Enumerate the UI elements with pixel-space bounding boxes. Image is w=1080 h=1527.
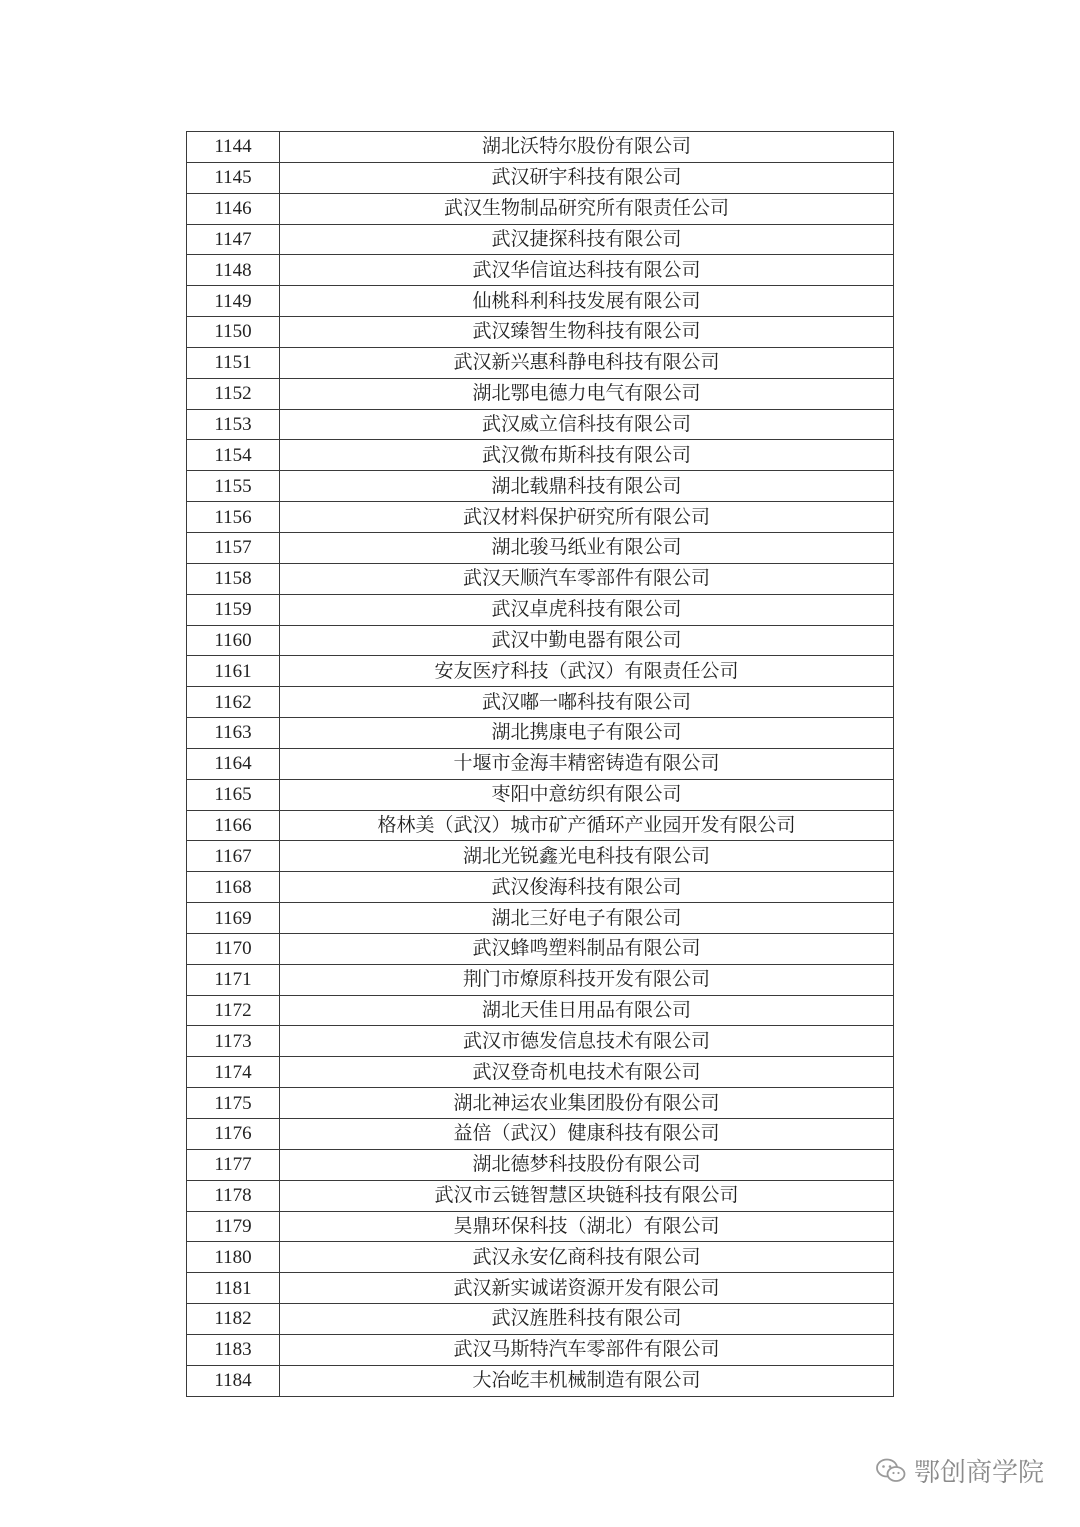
row-number: 1166 [187, 810, 280, 841]
company-name: 湖北鄂电德力电气有限公司 [280, 378, 894, 409]
company-name: 湖北骏马纸业有限公司 [280, 532, 894, 563]
company-name: 武汉研宇科技有限公司 [280, 162, 894, 193]
company-name: 武汉新兴惠科静电科技有限公司 [280, 347, 894, 378]
row-number: 1144 [187, 132, 280, 163]
company-name: 武汉威立信科技有限公司 [280, 409, 894, 440]
company-name: 枣阳中意纺织有限公司 [280, 779, 894, 810]
table-row [187, 378, 894, 409]
table-row [187, 1242, 894, 1273]
row-number: 1169 [187, 903, 280, 934]
row-number: 1150 [187, 317, 280, 348]
table-row [187, 1088, 894, 1119]
company-name: 武汉俊海科技有限公司 [280, 872, 894, 903]
table-row [187, 625, 894, 656]
row-number: 1157 [187, 532, 280, 563]
table-row [187, 471, 894, 502]
table-row [187, 872, 894, 903]
row-number: 1153 [187, 409, 280, 440]
table-row [187, 1304, 894, 1335]
company-name: 十堰市金海丰精密铸造有限公司 [280, 748, 894, 779]
row-number: 1172 [187, 995, 280, 1026]
company-name: 武汉蜂鸣塑料制品有限公司 [280, 933, 894, 964]
row-number: 1174 [187, 1057, 280, 1088]
company-name: 武汉市德发信息技术有限公司 [280, 1026, 894, 1057]
watermark-text: 鄂创商学院 [913, 1458, 1044, 1488]
row-number: 1163 [187, 718, 280, 749]
row-number: 1168 [187, 872, 280, 903]
company-name: 武汉华信谊达科技有限公司 [280, 255, 894, 286]
table-row [187, 317, 894, 348]
table-row [187, 903, 894, 934]
table-row [187, 1149, 894, 1180]
row-number: 1173 [187, 1026, 280, 1057]
company-name: 格林美（武汉）城市矿产循环产业园开发有限公司 [280, 810, 894, 841]
company-name: 仙桃科利科技发展有限公司 [280, 286, 894, 317]
row-number: 1151 [187, 347, 280, 378]
row-number: 1161 [187, 656, 280, 687]
row-number: 1184 [187, 1365, 280, 1396]
table-row [187, 1334, 894, 1365]
table-row [187, 1365, 894, 1396]
row-number: 1183 [187, 1334, 280, 1365]
company-name: 湖北天佳日用品有限公司 [280, 995, 894, 1026]
row-number: 1159 [187, 594, 280, 625]
row-number: 1162 [187, 687, 280, 718]
company-name: 湖北光锐鑫光电科技有限公司 [280, 841, 894, 872]
company-name: 大冶屹丰机械制造有限公司 [280, 1365, 894, 1396]
company-name: 武汉永安亿商科技有限公司 [280, 1242, 894, 1273]
row-number: 1175 [187, 1088, 280, 1119]
company-name: 武汉马斯特汽车零部件有限公司 [280, 1334, 894, 1365]
company-name: 益倍（武汉）健康科技有限公司 [280, 1119, 894, 1150]
company-name: 武汉臻智生物科技有限公司 [280, 317, 894, 348]
table-row [187, 1119, 894, 1150]
table-row [187, 594, 894, 625]
company-name: 武汉微布斯科技有限公司 [280, 440, 894, 471]
row-number: 1170 [187, 933, 280, 964]
row-number: 1158 [187, 563, 280, 594]
company-name: 武汉旌胜科技有限公司 [280, 1304, 894, 1335]
wechat-icon [876, 1458, 906, 1484]
row-number: 1160 [187, 625, 280, 656]
row-number: 1148 [187, 255, 280, 286]
company-table [186, 131, 894, 1397]
company-name: 荆门市燎原科技开发有限公司 [280, 964, 894, 995]
row-number: 1146 [187, 193, 280, 224]
company-name: 武汉材料保护研究所有限公司 [280, 502, 894, 533]
row-number: 1154 [187, 440, 280, 471]
company-name: 湖北神运农业集团股份有限公司 [280, 1088, 894, 1119]
table-row [187, 440, 894, 471]
row-number: 1147 [187, 224, 280, 255]
table-row [187, 193, 894, 224]
table-row [187, 1180, 894, 1211]
row-number: 1180 [187, 1242, 280, 1273]
row-number: 1182 [187, 1304, 280, 1335]
company-name: 湖北德梦科技股份有限公司 [280, 1149, 894, 1180]
row-number: 1181 [187, 1273, 280, 1304]
table-row [187, 563, 894, 594]
table-row [187, 502, 894, 533]
table-row [187, 995, 894, 1026]
table-row [187, 409, 894, 440]
company-name: 湖北携康电子有限公司 [280, 718, 894, 749]
company-name: 武汉生物制品研究所有限责任公司 [280, 193, 894, 224]
table-row [187, 1273, 894, 1304]
row-number: 1145 [187, 162, 280, 193]
company-name: 武汉新实诚诺资源开发有限公司 [280, 1273, 894, 1304]
row-number: 1155 [187, 471, 280, 502]
table-row [187, 347, 894, 378]
table-row [187, 162, 894, 193]
row-number: 1149 [187, 286, 280, 317]
table-row [187, 286, 894, 317]
row-number: 1177 [187, 1149, 280, 1180]
company-name: 武汉嘟一嘟科技有限公司 [280, 687, 894, 718]
company-name: 武汉登奇机电技术有限公司 [280, 1057, 894, 1088]
company-name: 武汉市云链智慧区块链科技有限公司 [280, 1180, 894, 1211]
table-row [187, 748, 894, 779]
watermark [876, 1452, 1044, 1489]
table-row [187, 1026, 894, 1057]
row-number: 1171 [187, 964, 280, 995]
company-name: 武汉天顺汽车零部件有限公司 [280, 563, 894, 594]
table-row [187, 255, 894, 286]
row-number: 1176 [187, 1119, 280, 1150]
company-name: 湖北三好电子有限公司 [280, 903, 894, 934]
company-name: 武汉卓虎科技有限公司 [280, 594, 894, 625]
table-row [187, 532, 894, 563]
table-row [187, 718, 894, 749]
row-number: 1164 [187, 748, 280, 779]
company-name: 昊鼎环保科技（湖北）有限公司 [280, 1211, 894, 1242]
row-number: 1179 [187, 1211, 280, 1242]
company-name: 武汉中勤电器有限公司 [280, 625, 894, 656]
row-number: 1152 [187, 378, 280, 409]
table-row [187, 656, 894, 687]
company-name: 安友医疗科技（武汉）有限责任公司 [280, 656, 894, 687]
table-row [187, 964, 894, 995]
table-row [187, 132, 894, 163]
table-row [187, 779, 894, 810]
row-number: 1178 [187, 1180, 280, 1211]
row-number: 1165 [187, 779, 280, 810]
table-row [187, 933, 894, 964]
table-row [187, 1057, 894, 1088]
company-table-body [187, 132, 894, 1397]
table-row [187, 687, 894, 718]
row-number: 1167 [187, 841, 280, 872]
row-number: 1156 [187, 502, 280, 533]
company-name: 湖北沃特尔股份有限公司 [280, 132, 894, 163]
company-name: 湖北载鼎科技有限公司 [280, 471, 894, 502]
table-row [187, 224, 894, 255]
table-row [187, 810, 894, 841]
company-name: 武汉捷探科技有限公司 [280, 224, 894, 255]
table-row [187, 841, 894, 872]
table-row [187, 1211, 894, 1242]
